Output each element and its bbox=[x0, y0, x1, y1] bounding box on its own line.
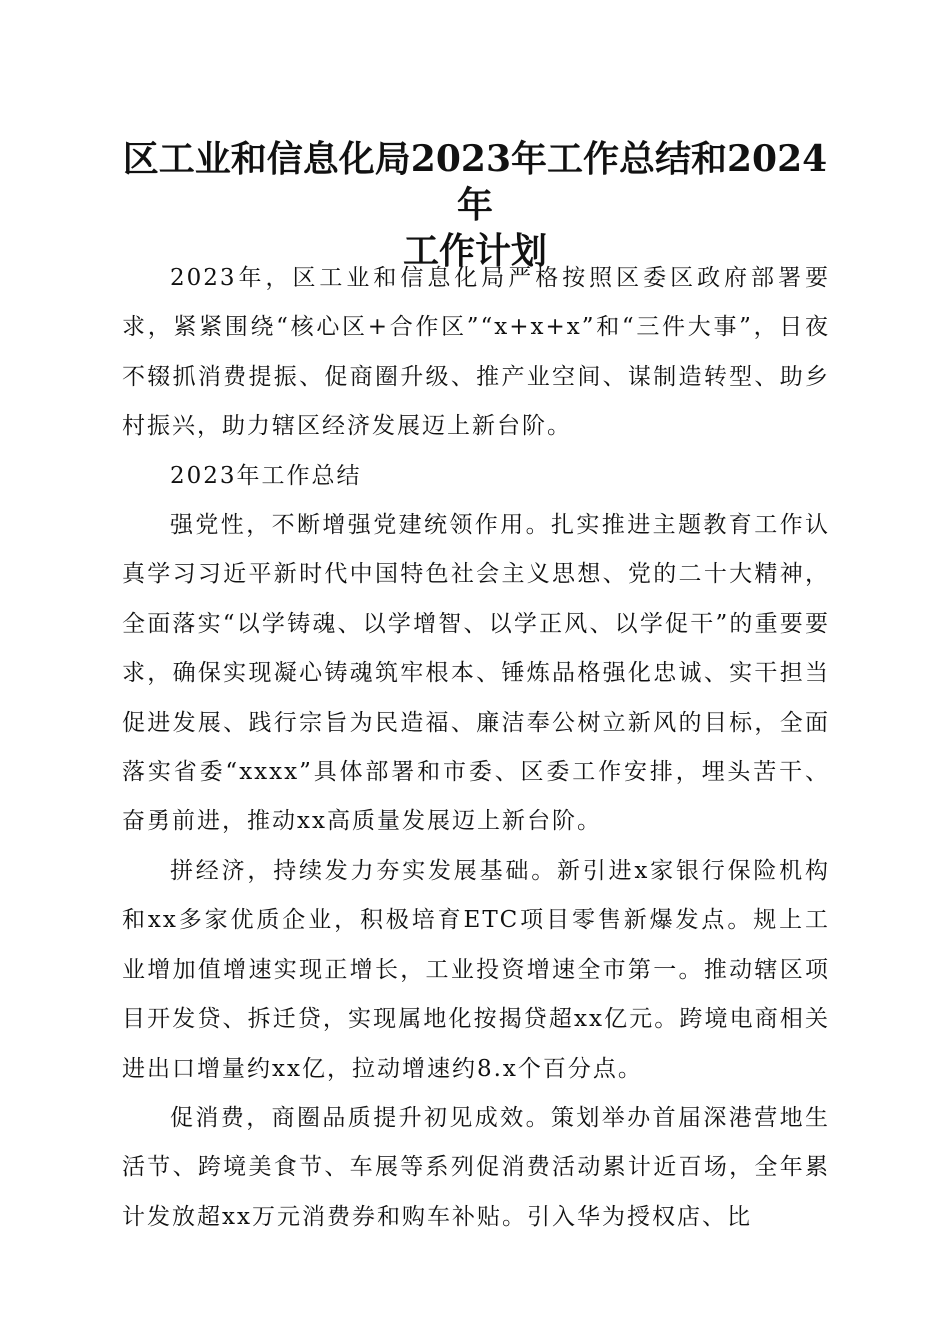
paragraph-party-building: 强党性，不断增强党建统领作用。扎实推进主题教育工作认真学习习近平新时代中国特色社会主义思想、党的二十大精神，全面落实“以学铸魂、以学增智、以学正风、以学促干”的重要要求，确保实现凝心铸魂筑牢根本、锤炼品格强化忠诚、实干担当促进发展、践行宗旨为民造福、廉洁奉公树立新风的目标，全面落实省委“xxxx”具体部署和市委、区委工作安排，埋头苦干、奋勇前进，推动xx高质量发展迈上新台阶。 bbox=[122, 512, 830, 835]
title-line-1: 区工业和信息化局2023年工作总结和2024年 bbox=[122, 138, 828, 226]
paragraph-intro: 2023年，区工业和信息化局严格按照区委区政府部署要求，紧紧围绕“核心区+合作区”“x+x+x”和“三件大事”，日夜不辍抓消费提振、促商圈升级、推产业空间、谋制造转型、助乡村振兴，助力辖区经济发展迈上新台阶。 bbox=[122, 265, 830, 440]
title-line-2: 工作计划 bbox=[402, 230, 547, 272]
paragraph-economy: 拼经济，持续发力夯实发展基础。新引进x家银行保险机构和xx多家优质企业，积极培育ETC项目零售新爆发点。规上工业增加值增速实现正增长，工业投资增速全市第一。推动辖区项目开发贷、拆迁贷，实现属地化按揭贷超xx亿元。跨境电商相关进出口增量约xx亿，拉动增速约8.x个百分点。 bbox=[122, 857, 830, 1082]
paragraph-consumption: 促消费，商圈品质提升初见成效。策划举办首届深港营地生活节、跨境美食节、车展等系列促消费活动累计近百场，全年累计发放超xx万元消费券和购车补贴。引入华为授权店、比 bbox=[122, 1104, 830, 1230]
document-body bbox=[122, 254, 830, 1242]
section-heading-summary: 2023年工作总结 bbox=[170, 462, 362, 489]
